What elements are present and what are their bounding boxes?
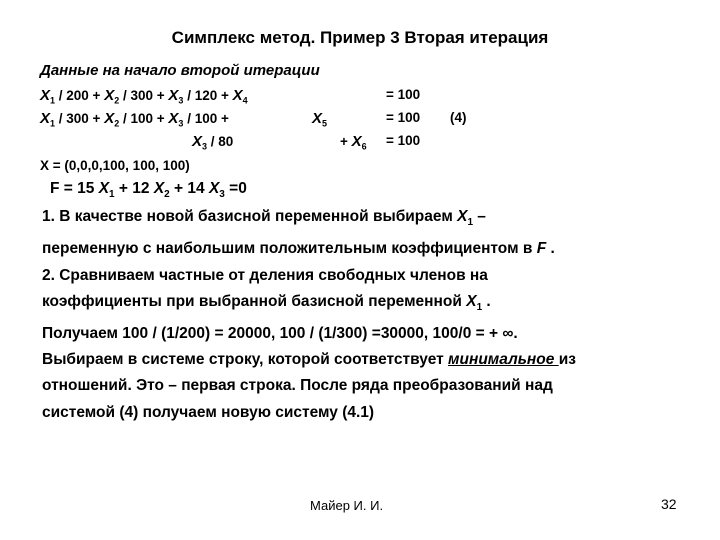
equation-row-1-rhs: = 100: [386, 87, 421, 102]
objective-function: F = 15 $X_1 + 12$ $X_2 + 14$ $X_3 =0$: [50, 180, 247, 201]
equation-row-3: $X_3 / 80$: [192, 133, 234, 152]
emphasis-minimal: минимальное: [448, 351, 559, 369]
page-number: 32: [661, 496, 677, 512]
equation-row-1: $X_1 / 200 + X_2 / 300 + X_3 / 120 + X_4$: [40, 87, 248, 106]
text-line: отношений. Это – первая строка. После ряда преобразований над: [42, 377, 553, 395]
section-subtitle: Данные на начало второй итерации: [40, 62, 320, 79]
system-label: (4): [450, 110, 467, 125]
equation-row-2-x5: $X_5$: [312, 110, 328, 129]
text-line: коэффициенты при выбранной базисной переменной $X_1$ .: [42, 292, 491, 313]
explanation-text: [42, 204, 692, 426]
text-line: 2. Сравниваем частные от деления свободных членов на: [42, 266, 488, 284]
text-line: 1. В качестве новой базисной переменной выбираем $X_1$ –: [42, 208, 486, 229]
footer-author: Майер И. И.: [310, 498, 384, 513]
text-line: системой (4) получаем новую систему (4.1): [42, 403, 375, 421]
equation-row-3-rhs: = 100: [386, 133, 421, 148]
equation-row-2-rhs: = 100: [386, 110, 421, 125]
equation-row-3-x6: + $X_6$: [340, 133, 367, 152]
text-line: Выбираем в системе строку, которой соответствует минимальное из: [42, 351, 576, 369]
text-line: Получаем 100 / (1/200) = 20000, 100 / (1/300) =30000, 100/0 = + ∞.: [42, 325, 518, 342]
initial-vector: X = (0,0,0,100, 100, 100): [40, 158, 190, 173]
slide-title: Симплекс метод. Пример 3 Вторая итерация: [171, 28, 549, 47]
text-line: переменную с наибольшим положительным коэффициентом в F .: [42, 240, 555, 258]
equation-row-2: $X_1 / 300 + X_2 / 100 + X_3 / 100$ +: [40, 110, 229, 129]
